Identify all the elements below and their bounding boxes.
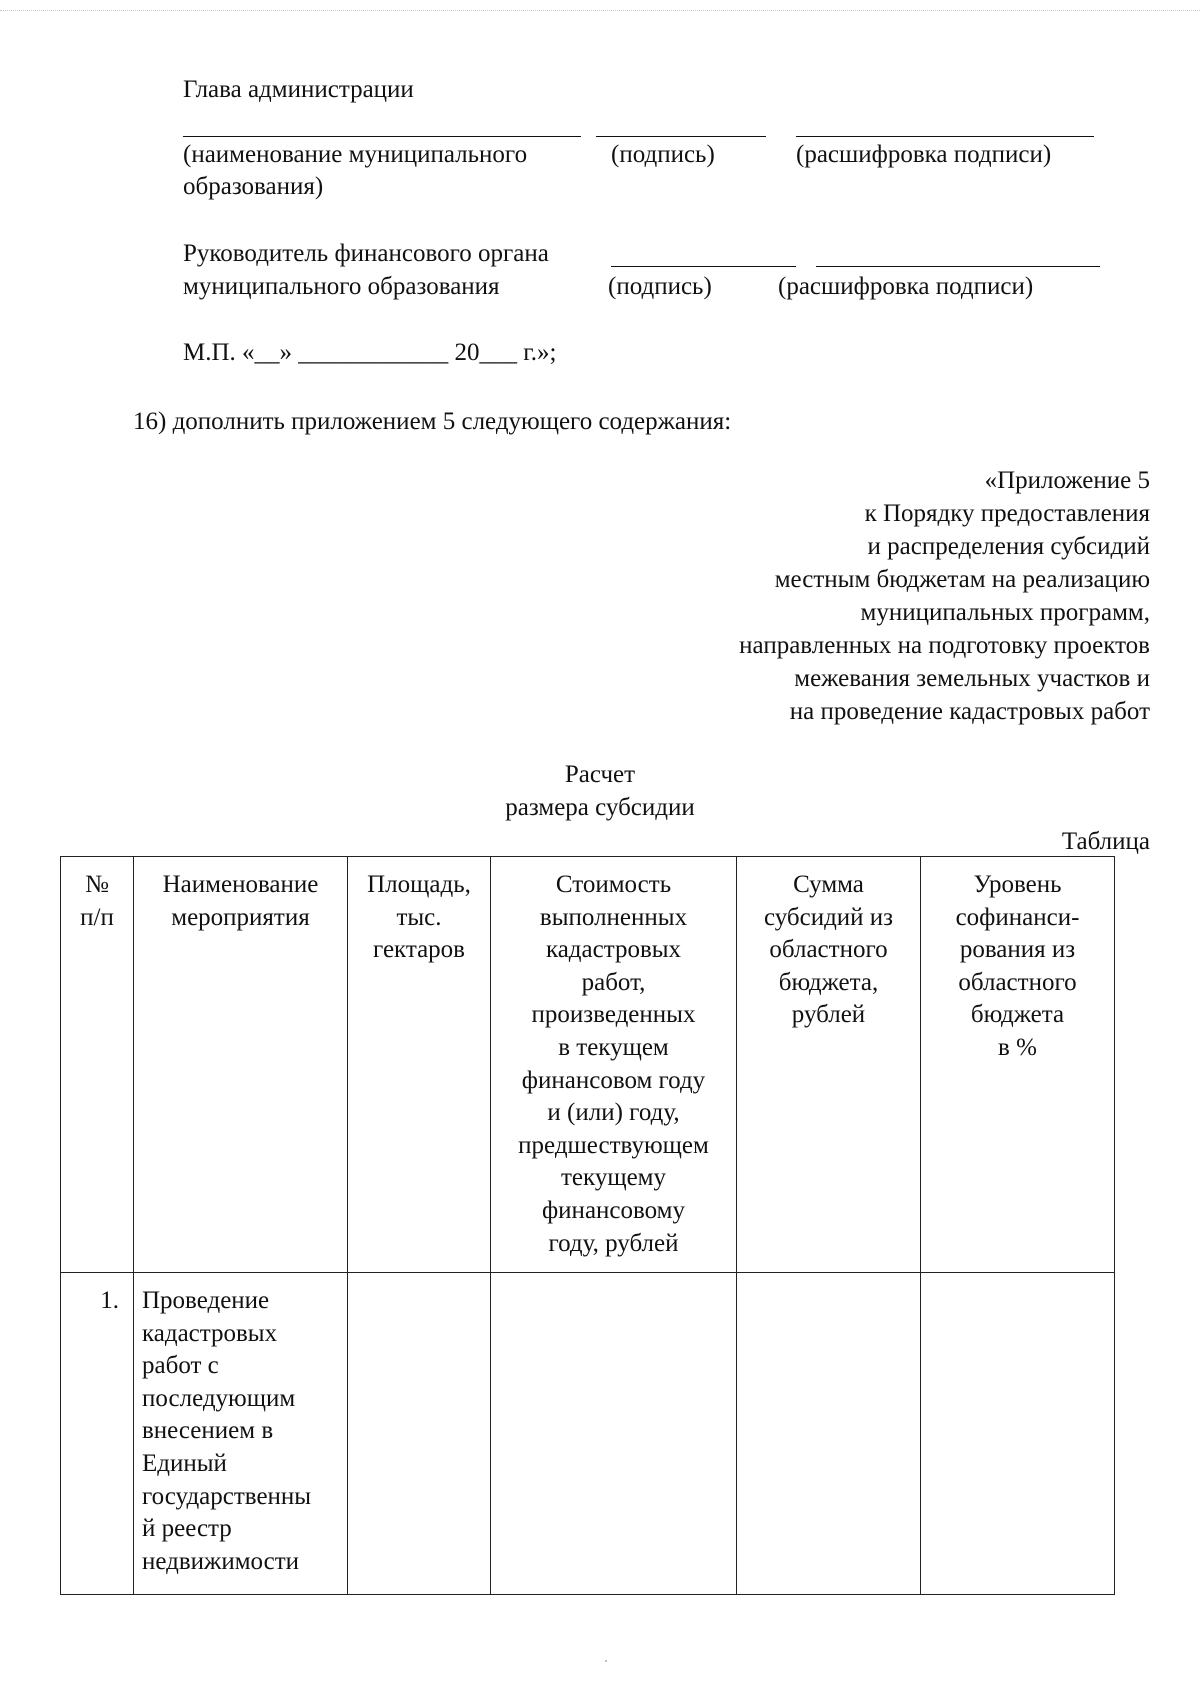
stamp-date-line: М.П. «__» ____________ 20___ г.»; [183, 339, 557, 366]
table-header-row [61, 857, 1115, 1273]
signature-line-2 [611, 266, 796, 267]
table-row [61, 1273, 1115, 1595]
table-label: Таблица [1061, 828, 1150, 855]
municipal-name-caption: (наименование муниципального образования) [183, 141, 528, 200]
row-work-cost [491, 1273, 737, 1595]
row-number: 1. [61, 1273, 134, 1595]
signature-caption: (подпись) [611, 141, 715, 168]
row-activity-name: Проведение кадастровых работ с последующим внесением в Единый государственны й реестр недвижимости [134, 1273, 348, 1595]
header-work-cost: Стоимость выполненных кадастровых работ, произведенных в текущем финансовом году и (или) году, предшествующем текущему финансовому году, рублей [491, 857, 737, 1273]
subsidy-calculation-table [60, 856, 1115, 1595]
page-top-edge [0, 10, 1200, 11]
signature-line [596, 136, 766, 137]
decoding-caption: (расшифровка подписи) [796, 141, 1052, 168]
decoding-caption-2: (расшифровка подписи) [778, 273, 1034, 300]
finance-head-label: Руководитель финансового органа [183, 240, 549, 267]
appendix-header [739, 464, 1150, 728]
head-admin-label: Глава администрации [183, 76, 414, 103]
appendix-line: на проведение кадастровых работ [789, 698, 1150, 725]
appendix-line: межевания земельных участков и [794, 665, 1150, 692]
municipal-name-line [183, 136, 581, 137]
decoding-line [796, 136, 1094, 137]
signature-caption-2: (подпись) [608, 273, 712, 300]
document-subtitle: размера субсидии [505, 794, 695, 821]
scan-speck [605, 1660, 607, 1662]
decoding-line-2 [816, 266, 1100, 267]
appendix-line: муниципальных программ, [860, 599, 1150, 626]
row-cofinancing-level [921, 1273, 1115, 1595]
appendix-line: и распределения субсидий [867, 533, 1150, 560]
appendix-line: «Приложение 5 [984, 467, 1150, 494]
appendix-line: местным бюджетам на реализацию [774, 566, 1150, 593]
header-area: Площадь, тыс. гектаров [348, 857, 491, 1273]
finance-head-label-2: муниципального образования [183, 273, 500, 300]
document-title: Расчет [564, 761, 636, 788]
appendix-line: направленных на подготовку проектов [739, 632, 1150, 659]
header-number: № п/п [61, 857, 134, 1273]
row-subsidy-amount [737, 1273, 921, 1595]
appendix-line: к Порядку предоставления [864, 500, 1150, 527]
amendment-item: 16) дополнить приложением 5 следующего содержания: [133, 408, 732, 435]
header-cofinancing-level: Уровень софинанси- рования из областного бюджета в % [921, 857, 1115, 1273]
header-subsidy-amount: Сумма субсидий из областного бюджета, рублей [737, 857, 921, 1273]
header-activity-name: Наименование мероприятия [134, 857, 348, 1273]
row-area [348, 1273, 491, 1595]
